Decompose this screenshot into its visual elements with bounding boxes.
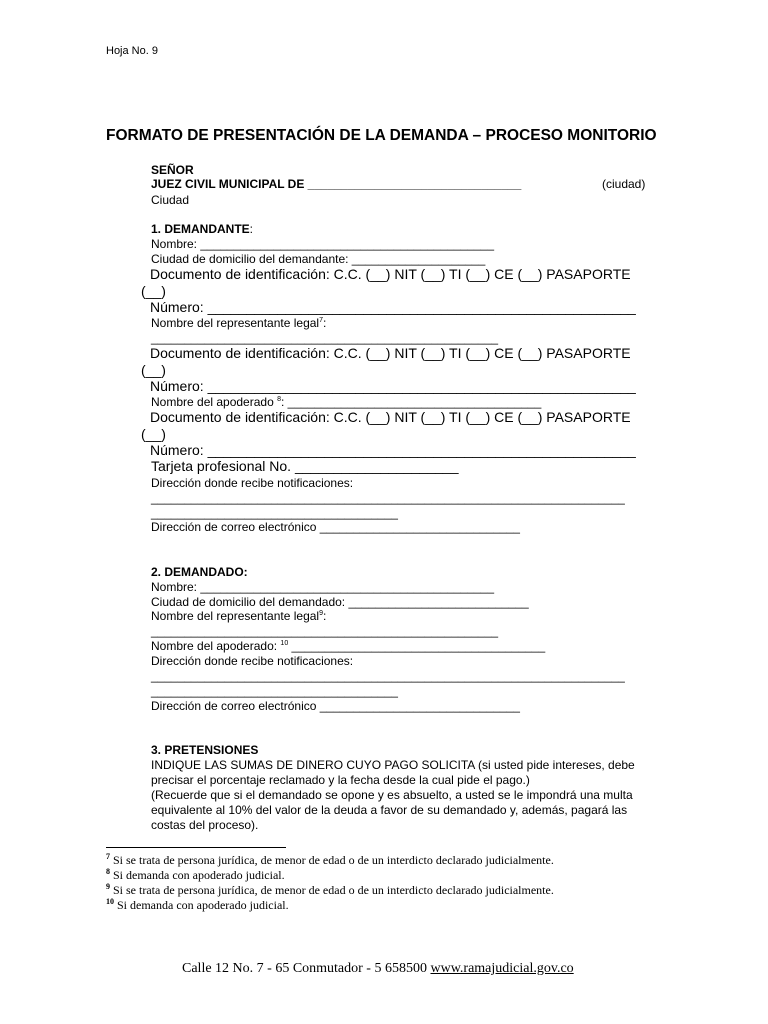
- footnote-number: 9: [106, 882, 110, 891]
- demandado-direccion-label: Dirección donde recibe notificaciones:: [151, 654, 354, 668]
- footnote-text: Si demanda con apoderado judicial.: [110, 868, 285, 882]
- footnote-8: [106, 868, 285, 883]
- section-pretensiones-heading: 3. PRETENSIONES: [151, 743, 259, 757]
- rep-numero-field[interactable]: Número: _______________________________________________________: [150, 378, 636, 394]
- footnote-ref-7: 7: [319, 317, 324, 324]
- demandante-numero-field[interactable]: Número: _______________________________________________________: [150, 299, 636, 315]
- footnote-number: 8: [106, 867, 110, 876]
- rep-legal-colon: :: [323, 316, 327, 330]
- addressee-senor: SEÑOR: [151, 163, 194, 177]
- apoderado-line[interactable]: : ______________________________________: [281, 395, 542, 409]
- footer-website-link[interactable]: www.ramajudicial.gov.co: [430, 961, 574, 976]
- rep-doc-pasaporte[interactable]: (__): [141, 362, 166, 378]
- demandante-apoderado-field[interactable]: [151, 395, 541, 409]
- demandante-ciudad-field[interactable]: Ciudad de domicilio del demandante: ____________________: [151, 252, 486, 266]
- demandado-rep-legal-colon: :: [323, 609, 327, 623]
- demandado-direccion-line1[interactable]: _______________________________________________________________________: [151, 669, 625, 683]
- demandado-correo-field[interactable]: Dirección de correo electrónico ______________________________: [151, 699, 520, 713]
- section-demandado-heading: 2. DEMANDADO:: [151, 565, 248, 579]
- demandante-direccion-line1[interactable]: _______________________________________________________________________: [151, 491, 625, 505]
- demandante-heading-colon: :: [249, 222, 254, 236]
- footer-address: Calle 12 No. 7 - 65 Conmutador - 5 658500: [182, 961, 431, 976]
- footnote-number: 10: [106, 897, 114, 906]
- demandante-rep-legal-field[interactable]: ____________________________________________________: [151, 331, 499, 345]
- footnote-7: [106, 853, 554, 868]
- apoderado-doc-pasaporte[interactable]: (__): [141, 426, 166, 442]
- apoderado-numero-field[interactable]: Número: _______________________________________________________: [150, 442, 636, 458]
- demandante-doc-pasaporte[interactable]: (__): [141, 283, 166, 299]
- page-footer: [182, 961, 574, 977]
- tarjeta-profesional-field[interactable]: Tarjeta profesional No. _____________________: [151, 458, 459, 474]
- apoderado-doc-options[interactable]: Documento de identificación: C.C. (__) NIT (__) TI (__) CE (__) PASAPORTE: [150, 409, 631, 425]
- footnote-ref-9: 9: [319, 610, 324, 617]
- demandado-rep-legal-field[interactable]: ____________________________________________________: [151, 624, 499, 638]
- demandante-rep-legal-label: [151, 316, 326, 330]
- footnote-text: Si se trata de persona jurídica, de menor de edad o de un interdicto declarado judicialmente.: [110, 883, 554, 897]
- apoderado-text: Nombre del apoderado: [151, 395, 278, 409]
- demandado-rep-legal-text: Nombre del representante legal: [151, 609, 320, 623]
- demandado-apoderado-line[interactable]: ______________________________________: [288, 639, 546, 653]
- footnote-10: [106, 898, 289, 913]
- demandante-direccion-line2[interactable]: _____________________________________: [151, 506, 398, 520]
- addressee-ciudad: Ciudad: [151, 193, 190, 207]
- demandado-ciudad-field[interactable]: Ciudad de domicilio del demandado: ___________________________: [151, 595, 529, 609]
- footnote-text: Si demanda con apoderado judicial.: [114, 898, 289, 912]
- footnote-ref-10: 10: [280, 640, 289, 647]
- demandado-direccion-line2[interactable]: _____________________________________: [151, 684, 398, 698]
- demandante-correo-field[interactable]: Dirección de correo electrónico ______________________________: [151, 520, 520, 534]
- footnote-divider: [106, 847, 286, 848]
- demandante-direccion-label: Dirección donde recibe notificaciones:: [151, 476, 354, 490]
- rep-doc-options[interactable]: Documento de identificación: C.C. (__) NIT (__) TI (__) CE (__) PASAPORTE: [150, 345, 631, 361]
- pretensiones-note: (Recuerde que si el demandado se opone y es absuelto, a usted se le impondrá una multa equivalente al 10% del valor de la deuda a favor de su demandado y, además, pagará las costas del proceso).: [151, 788, 633, 832]
- section-demandante-heading: [151, 222, 253, 236]
- demandante-heading-text: 1. DEMANDANTE: [151, 222, 250, 236]
- demandante-nombre-field[interactable]: Nombre: ____________________________________________: [151, 237, 494, 251]
- footnote-ref-8: 8: [277, 396, 281, 403]
- addressee-ciudad-label: (ciudad): [602, 177, 646, 191]
- demandado-nombre-field[interactable]: Nombre: ____________________________________________: [151, 580, 494, 594]
- footnote-9: [106, 883, 554, 898]
- demandado-apoderado-text: Nombre del apoderado:: [151, 639, 281, 653]
- demandante-doc-options[interactable]: Documento de identificación: C.C. (__) NIT (__) TI (__) CE (__) PASAPORTE: [150, 266, 631, 282]
- demandado-apoderado-field[interactable]: [151, 639, 545, 653]
- rep-legal-text: Nombre del representante legal: [151, 316, 320, 330]
- footnote-number: 7: [106, 852, 110, 861]
- page-number: Hoja No. 9: [106, 45, 158, 57]
- addressee-juez: JUEZ CIVIL MUNICIPAL DE ________________________________: [151, 177, 522, 191]
- footnote-text: Si se trata de persona jurídica, de menor de edad o de un interdicto declarado judicialmente.: [110, 853, 554, 867]
- pretensiones-instructions: INDIQUE LAS SUMAS DE DINERO CUYO PAGO SOLICITA (si usted pide intereses, debe precisar el porcentaje reclamado y la fecha desde la cual pide el pago.): [151, 758, 635, 787]
- document-title: FORMATO DE PRESENTACIÓN DE LA DEMANDA – PROCESO MONITORIO: [106, 127, 657, 144]
- demandado-rep-legal-label: [151, 609, 326, 623]
